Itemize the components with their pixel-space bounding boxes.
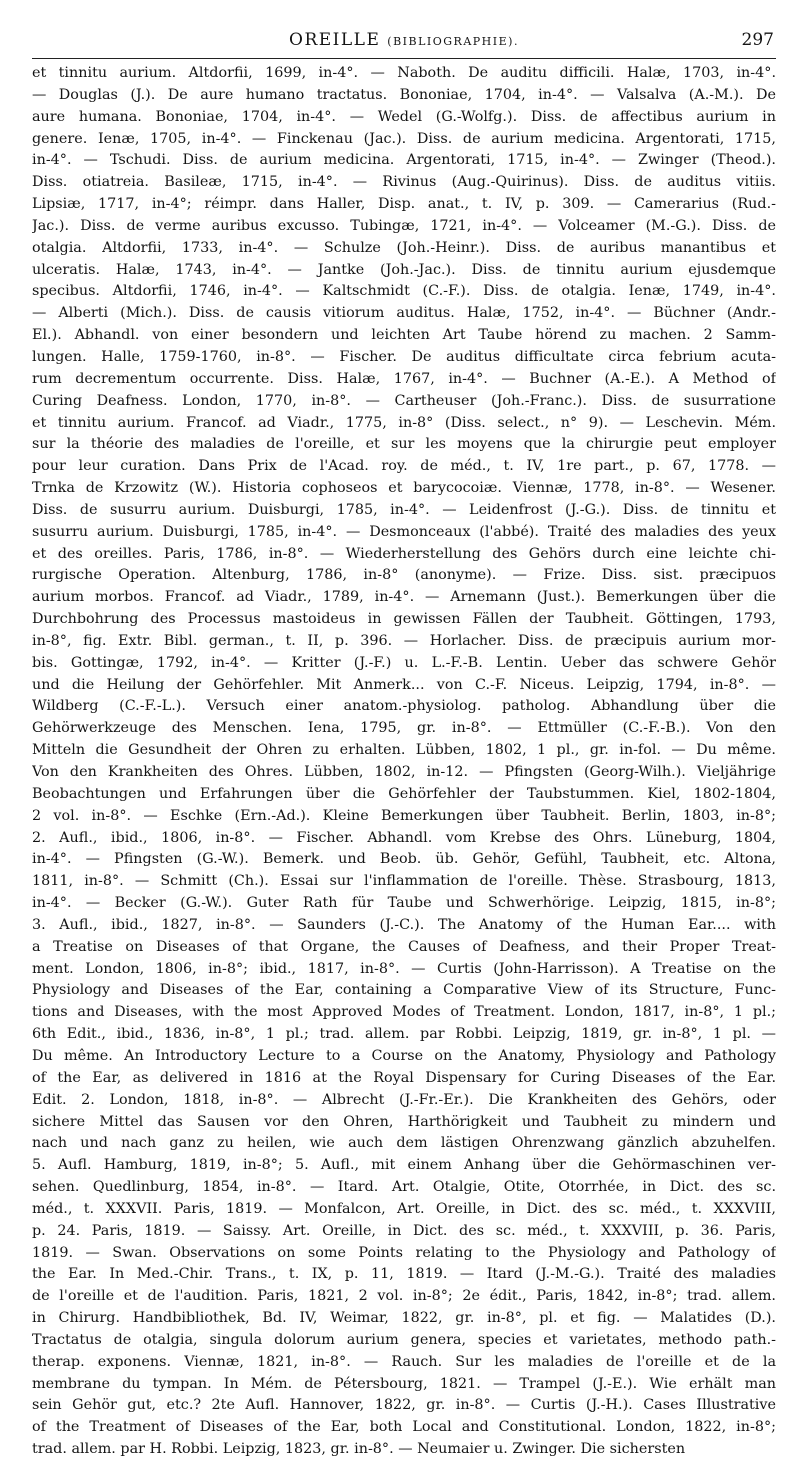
text-line: 1811, in-8°. — Schmitt (Ch.). Essai sur l'inflammation de l'oreille. Thèse. Strasbourg, 1813, xyxy=(32,873,776,890)
text-line: in Chirurg. Handbibliothek, Bd. IV, Weimar, 1822, gr. in-8°, pl. et fig. — Malatides (D.). xyxy=(32,1310,776,1327)
text-line: 6th Edit., ibid., 1836, in-8°, 1 pl.; trad. allem. par Robbi. Leipzig, 1819, gr. in-8°, 1 pl. — xyxy=(32,1026,776,1043)
text-line: a Treatise on Diseases of that Organe, the Causes of Deafness, and their Proper Treat- xyxy=(32,938,776,955)
text-line: lungen. Halle, 1759-1760, in-8°. — Fischer. De auditus difficultate circa febrium acuta- xyxy=(32,348,776,365)
page-number: 297 xyxy=(741,30,774,50)
text-line: 3. Aufl., ibid., 1827, in-8°. — Saunders (J.-C.). The Anatomy of the Human Ear.... with xyxy=(32,916,776,933)
text-line: Diss. de susurru aurium. Duisburgi, 1785, in-4°. — Leidenfrost (J.-G.). Diss. de tinnitu et xyxy=(32,501,776,518)
text-line: sichere Mittel das Sausen vor den Ohren, Harthörigkeit und Taubheit zu mindern und xyxy=(32,1113,776,1130)
text-line: rum decrementum occurrente. Diss. Halæ, 1767, in-4°. — Buchner (A.-E.). A Method of xyxy=(32,370,776,387)
text-line: Lipsiæ, 1717, in-4°; réimpr. dans Haller, Disp. anat., t. IV, p. 309. — Camerarius (Rud.- xyxy=(32,196,776,213)
text-line: Physiology and Diseases of the Ear, containing a Comparative View of its Structure, Func- xyxy=(32,982,776,999)
text-line: in-4°. — Pfingsten (G.-W.). Bemerk. und Beob. üb. Gehör, Gefühl, Taubheit, etc. Altona, xyxy=(32,851,776,868)
text-line: Wildberg (C.-F.-L.). Versuch einer anatom.-physiolog. patholog. Abhandlung über die xyxy=(32,698,776,715)
text-line: Du même. An Introductory Lecture to a Course on the Anatomy, Physiology and Pathology xyxy=(32,1047,776,1064)
text-line: méd., t. XXXVII. Paris, 1819. — Monfalcon, Art. Oreille, in Dict. des sc. méd., t. XXXVIII, xyxy=(32,1200,776,1217)
text-line: p. 24. Paris, 1819. — Saissy. Art. Oreille, in Dict. des sc. méd., t. XXXVIII, p. 36. Paris, xyxy=(32,1222,776,1239)
text-line: Curing Deafness. London, 1770, in-8°. — Cartheuser (Joh.-Franc.). Diss. de susurratione xyxy=(32,392,776,409)
text-line: ment. London, 1806, in-8°; ibid., 1817, in-8°. — Curtis (John-Harrisson). A Treatise on the xyxy=(32,960,776,977)
running-title xyxy=(32,30,776,50)
text-line: Trnka de Krzowitz (W.). Historia cophoseos et barycocoiæ. Viennæ, 1778, in-8°. — Wesener. xyxy=(32,480,776,497)
text-line: membrane du tympan. In Mém. de Pétersbourg, 1821. — Trampel (J.-E.). Wie erhält man xyxy=(32,1375,776,1392)
text-line: Jac.). Diss. de verme auribus excusso. Tubingæ, 1721, in-4°. — Volceamer (M.-G.). Diss. de xyxy=(32,217,776,234)
text-line: 5. Aufl. Hamburg, 1819, in-8°; 5. Aufl., mit einem Anhang über die Gehörmaschinen ver- xyxy=(32,1157,776,1174)
text-line: therap. exponens. Viennæ, 1821, in-8°. — Rauch. Sur les maladies de l'oreille et de la xyxy=(32,1353,776,1370)
text-line: Von den Krankheiten des Ohres. Lübben, 1802, in-12. — Pfingsten (Georg-Wilh.). Vieljährige xyxy=(32,764,776,780)
text-line: aure humana. Bononiae, 1704, in-4°. — Wedel (G.-Wolfg.). Diss. de affectibus aurium in xyxy=(32,108,776,125)
text-line: of the Ear, as delivered in 1816 at the Royal Dispensary for Curing Diseases of the Ear. xyxy=(32,1069,776,1086)
text-line: et tinnitu aurium. Francof. ad Viadr., 1775, in-8° (Diss. select., n° 9). — Leschevin. Mém. xyxy=(32,414,776,431)
text-line: bis. Gottingæ, 1792, in-4°. — Kritter (J.-F.) u. L.-F.-B. Lentin. Ueber das schwere Gehör xyxy=(32,654,776,671)
text-line: Mitteln die Gesundheit der Ohren zu erhalten. Lübben, 1802, 1 pl., gr. in-fol. — Du même. xyxy=(32,742,776,759)
text-line: et tinnitu aurium. Altdorfii, 1699, in-4°. — Naboth. De auditu difficili. Halæ, 1703, in-4°. xyxy=(32,65,776,81)
text-line: trad. allem. par H. Robbi. Leipzig, 1823, gr. in-8°. — Neumaier u. Zwinger. Die sichersten xyxy=(32,1441,686,1458)
text-line: Edit. 2. London, 1818, in-8°. — Albrecht (J.-Fr.-Er.). Die Krankheiten des Gehörs, oder xyxy=(32,1091,776,1108)
text-line: aurium morbos. Francof. ad Viadr., 1789, in-4°. — Arnemann (Just.). Bemerkungen über die xyxy=(32,589,776,606)
text-line: 1819. — Swan. Observations on some Points relating to the Physiology and Pathology of xyxy=(32,1244,776,1261)
text-line: susurru aurium. Duisburgi, 1785, in-4°. — Desmonceaux (l'abbé). Traité des maladies des yeux xyxy=(32,523,776,540)
text-line: Durchbohrung des Processus mastoideus in gewissen Fällen der Taubheit. Göttingen, 1793, xyxy=(32,611,776,628)
text-line: — Douglas (J.). De aure humano tractatus. Bononiae, 1704, in-4°. — Valsalva (A.-M.). De xyxy=(32,86,776,103)
text-line: specibus. Altdorfii, 1746, in-4°. — Kaltschmidt (C.-F.). Diss. de otalgia. Ienæ, 1749, in-4°. xyxy=(32,283,776,300)
text-line: in-4°. — Becker (G.-W.). Guter Rath für Taube und Schwerhörige. Leipzig, 1815, in-8°; xyxy=(32,895,776,912)
text-line: sur la théorie des maladies de l'oreille, et sur les moyens que la chirurgie peut employer xyxy=(32,436,776,453)
text-line: 2 vol. in-8°. — Eschke (Ern.-Ad.). Kleine Bemerkungen über Taubheit. Berlin, 1803, in-8°; xyxy=(32,807,776,824)
text-line: et des oreilles. Paris, 1786, in-8°. — Wiederherstellung des Gehörs durch eine leichte chi- xyxy=(32,545,776,562)
text-line: in-8°, fig. Extr. Bibl. german., t. II, p. 396. — Horlacher. Diss. de præcipuis aurium mor- xyxy=(32,632,776,649)
text-line: Beobachtungen und Erfahrungen über die Gehörfehler der Taubstummen. Kiel, 1802-1804, xyxy=(32,785,776,802)
text-line: sehen. Quedlinburg, 1854, in-8°. — Itard. Art. Otalgie, Otite, Otorrhée, in Dict. des sc. xyxy=(32,1179,776,1196)
text-line: de l'oreille et de l'audition. Paris, 1821, 2 vol. in-8°; 2e édit., Paris, 1842, in-8°; trad. allem. xyxy=(32,1288,776,1305)
text-line: in-4°. — Tschudi. Diss. de aurium medicina. Argentorati, 1715, in-4°. — Zwinger (Theod.). xyxy=(32,152,776,169)
text-line: 2. Aufl., ibid., 1806, in-8°. — Fischer. Abhandl. vom Krebse des Ohrs. Lüneburg, 1804, xyxy=(32,829,776,846)
text-line: Tractatus de otalgia, singula dolorum aurium genera, species et varietates, methodo path.- xyxy=(32,1331,776,1348)
text-line: und die Heilung der Gehörfehler. Mit Anmerk... von C.-F. Niceus. Leipzig, 1794, in-8°. — xyxy=(32,676,776,693)
text-line: Gehörwerkzeuge des Menschen. Iena, 1795, gr. in-8°. — Ettmüller (C.-F.-B.). Von den xyxy=(32,720,776,737)
text-line: tions and Diseases, with the most Approved Modes of Treatment. London, 1817, in-8°, 1 pl.; xyxy=(32,1004,776,1021)
text-line: rurgische Operation. Altenburg, 1786, in-8° (anonyme). — Frize. Diss. sist. præcipuos xyxy=(32,567,776,584)
text-line: sein Gehör gut, etc.? 2te Aufl. Hannover, 1822, gr. in-8°. — Curtis (J.-H.). Cases Illustrative xyxy=(32,1397,776,1414)
text-line: otalgia. Altdorfii, 1733, in-4°. — Schulze (Joh.-Heinr.). Diss. de auribus manantibus et xyxy=(32,239,776,256)
text-line: pour leur curation. Dans Prix de l'Acad. roy. de méd., t. IV, 1re part., p. 67, 1778. — xyxy=(32,458,776,475)
text-line: ulceratis. Halæ, 1743, in-4°. — Jantke (Joh.-Jac.). Diss. de tinnitu aurium ejusdemque xyxy=(32,261,776,278)
running-header xyxy=(32,28,776,59)
text-line: of the Treatment of Diseases of the Ear, both Local and Constitutional. London, 1822, in-8°; xyxy=(32,1419,776,1436)
header-title: OREILLE xyxy=(289,30,381,50)
bibliography-text xyxy=(32,63,776,1461)
text-line: — Alberti (Mich.). Diss. de causis vitiorum auditus. Halæ, 1752, in-4°. — Büchner (Andr.- xyxy=(32,305,776,322)
text-line: Diss. otiatreia. Basileæ, 1715, in-4°. — Rivinus (Aug.-Quirinus). Diss. de auditus vitiis. xyxy=(32,174,776,191)
text-line: the Ear. In Med.-Chir. Trans., t. IX, p. 11, 1819. — Itard (J.-M.-G.). Traité des maladies xyxy=(32,1266,776,1283)
header-subtitle: (BIBLIOGRAPHIE). xyxy=(387,35,519,48)
text-line: genere. Ienæ, 1705, in-4°. — Finckenau (Jac.). Diss. de aurium medicina. Argentorati, 1715, xyxy=(32,130,776,147)
text-line: nach und nach ganz zu heilen, wie auch dem lästigen Ohrenzwang gänzlich abzuhelfen. xyxy=(32,1135,776,1152)
text-line: El.). Abhandl. von einer besondern und leichten Art Taube hörend zu machen. 2 Samm- xyxy=(32,327,776,344)
